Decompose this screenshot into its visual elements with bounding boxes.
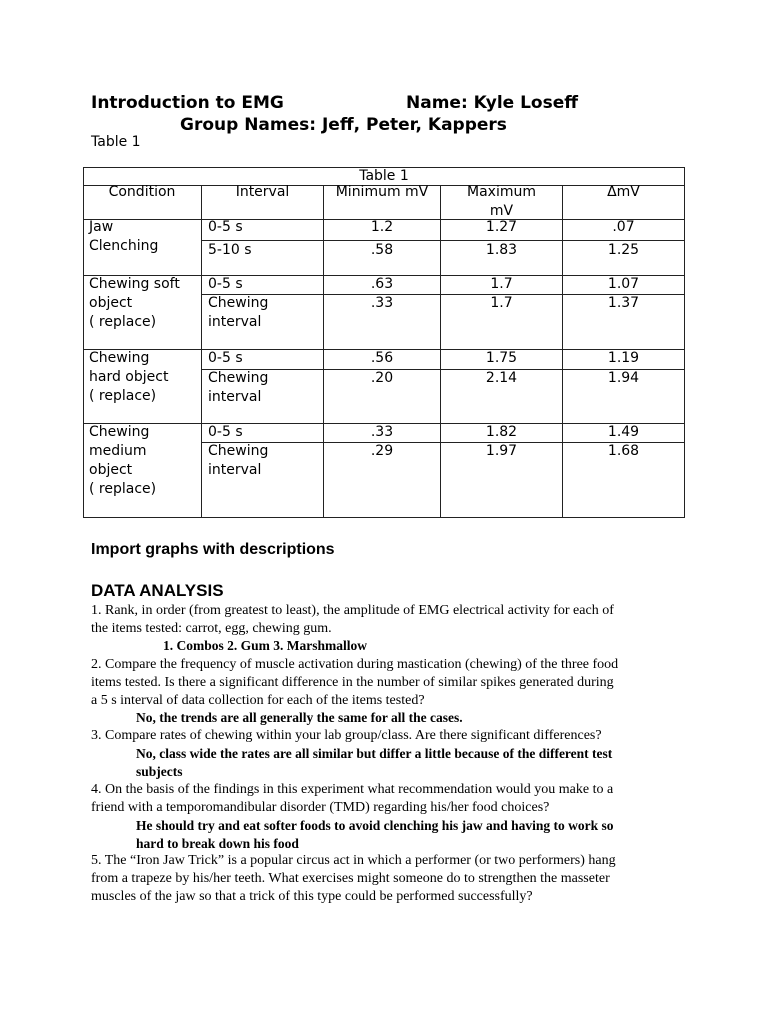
question-1: 1. Rank, in order (from greatest to least), the amplitude of EMG electrical activity for each of the items tested: carrot, egg, chewing gum.	[91, 603, 614, 636]
delta-cell: 1.49	[607, 424, 640, 440]
max-cell: 1.75	[485, 350, 518, 366]
student-name: Name: Kyle Loseff	[406, 93, 579, 113]
max-cell: 1.97	[485, 443, 518, 459]
data-analysis-heading: DATA ANALYSIS	[91, 581, 224, 600]
condition-cell: Jaw Clenching	[89, 219, 159, 254]
delta-cell: 1.94	[607, 370, 640, 386]
col-header-minimum: Minimum mV	[335, 184, 429, 200]
question-4: 4. On the basis of the findings in this experiment what recommendation would you make to a friend with a temporomandibular disorder (TMD) regarding his/her food choices?	[91, 782, 614, 815]
condition-cell: Chewing medium object ( replace)	[89, 424, 157, 497]
table-caption: Table 1	[359, 168, 409, 184]
min-cell: .56	[370, 350, 394, 366]
max-cell: 1.83	[485, 242, 518, 258]
answer-4: He should try and eat softer foods to avoid clenching his jaw and having to work so hard to break down his food	[136, 818, 614, 851]
max-cell: 1.82	[485, 424, 518, 440]
delta-cell: 1.07	[607, 276, 640, 292]
max-cell: 1.7	[490, 295, 513, 311]
answer-1: 1. Combos 2. Gum 3. Marshmallow	[163, 638, 368, 653]
condition-cell: Chewing hard object ( replace)	[89, 350, 169, 404]
max-cell: 1.27	[485, 219, 518, 235]
min-cell: .33	[370, 424, 394, 440]
interval-cell: Chewing interval	[208, 443, 269, 478]
min-cell: 1.2	[370, 219, 394, 235]
interval-cell: 0-5 s	[208, 276, 243, 292]
condition-cell: Chewing soft object ( replace)	[89, 276, 180, 330]
delta-cell: .07	[612, 219, 635, 235]
emg-data-table	[83, 167, 685, 518]
question-3: 3. Compare rates of chewing within your lab group/class. Are there significant differences?	[91, 728, 602, 743]
min-cell: .33	[370, 295, 394, 311]
min-cell: .29	[370, 443, 394, 459]
col-header-condition: Condition	[108, 184, 176, 200]
min-cell: .20	[370, 370, 394, 386]
delta-cell: 1.25	[607, 242, 640, 258]
interval-cell: 0-5 s	[208, 219, 243, 235]
interval-cell: 5-10 s	[208, 242, 252, 258]
col-header-delta: ΔmV	[607, 184, 640, 200]
question-2: 2. Compare the frequency of muscle activation during mastication (chewing) of the three food items tested. Is there a significant difference in the number of similar spikes generated during a 5 s interval of data collection for each of the items tested?	[91, 657, 619, 708]
document-title: Introduction to EMG	[91, 93, 284, 113]
max-cell: 2.14	[485, 370, 518, 386]
col-header-interval: Interval	[235, 184, 290, 200]
delta-cell: 1.19	[607, 350, 640, 366]
interval-cell: 0-5 s	[208, 350, 243, 366]
answer-3: No, class wide the rates are all similar but differ a little because of the different test subjects	[136, 746, 613, 779]
answer-2: No, the trends are all generally the same for all the cases.	[136, 710, 463, 725]
import-graphs-heading: Import graphs with descriptions	[91, 541, 335, 558]
delta-cell: 1.37	[607, 295, 640, 311]
interval-cell: 0-5 s	[208, 424, 243, 440]
table-label: Table 1	[91, 134, 141, 150]
delta-cell: 1.68	[607, 443, 640, 459]
interval-cell: Chewing interval	[208, 370, 269, 405]
col-header-maximum: Maximum mV	[467, 184, 536, 219]
group-names: Group Names: Jeff, Peter, Kappers	[180, 115, 507, 135]
min-cell: .58	[370, 242, 394, 258]
max-cell: 1.7	[490, 276, 513, 292]
min-cell: .63	[370, 276, 394, 292]
question-5: 5. The “Iron Jaw Trick” is a popular circus act in which a performer (or two performers) hang from a trapeze by his/her teeth. What exercises might someone do to strengthen the masseter muscles of the jaw so that a trick of this type could be performed successfully?	[91, 853, 616, 904]
interval-cell: Chewing interval	[208, 295, 269, 330]
